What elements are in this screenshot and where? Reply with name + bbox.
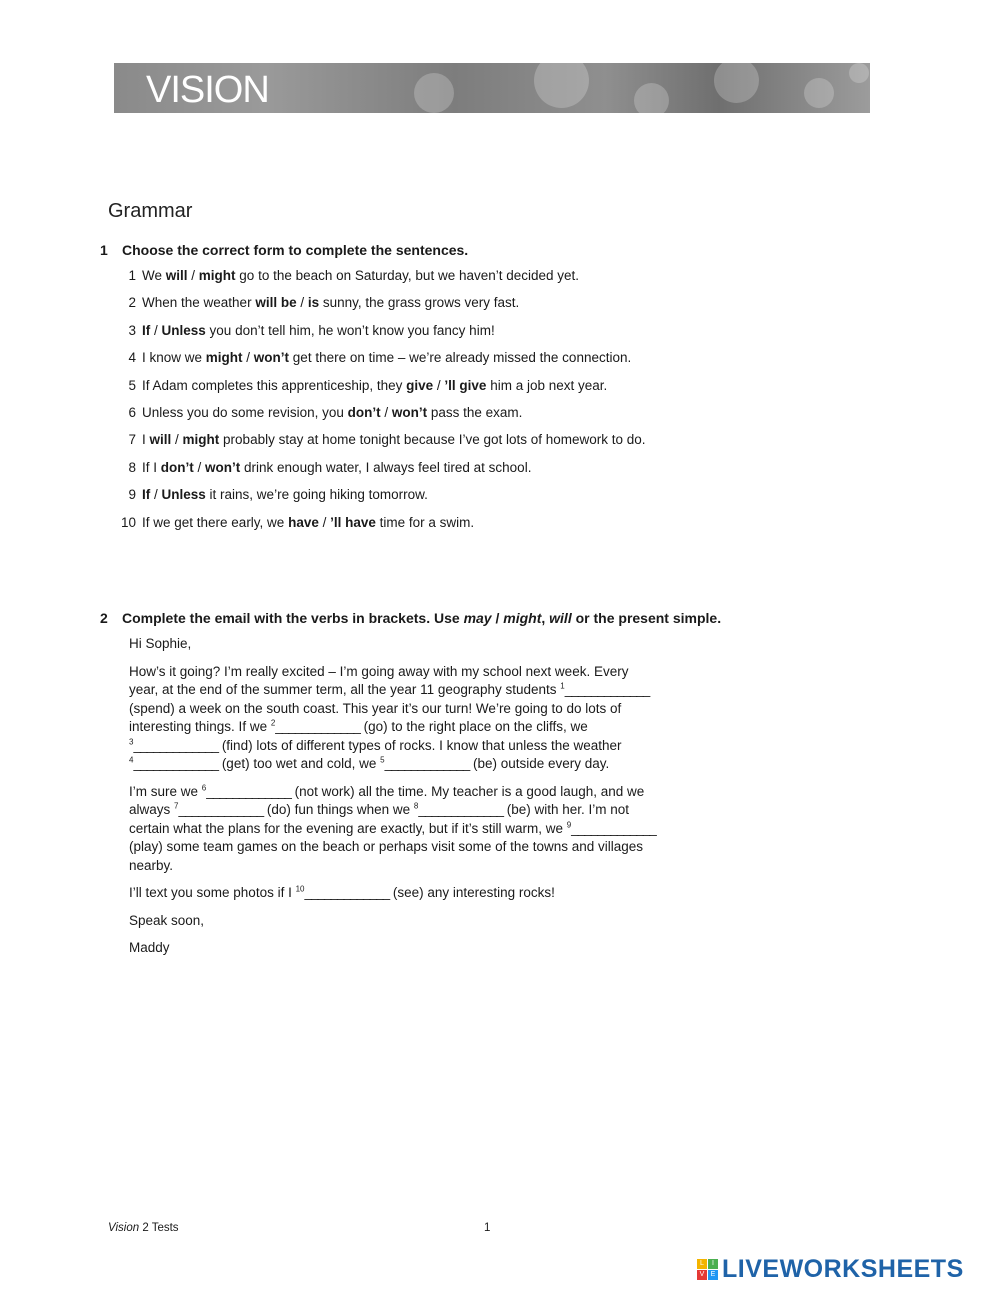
gap-3[interactable]: _____________ bbox=[133, 737, 219, 753]
question-text: you don’t tell him, he won’t know you fancy him! bbox=[205, 322, 495, 338]
exercise-2-instruction: 2 Complete the email with the verbs in brackets. Use may / might, will or the present simple. bbox=[100, 610, 722, 626]
question-2 bbox=[110, 295, 519, 310]
email-signature: Maddy bbox=[129, 940, 170, 955]
email-closing: Speak soon, bbox=[129, 912, 205, 928]
option-separator: / bbox=[433, 377, 445, 393]
option-a[interactable]: don’t bbox=[160, 459, 194, 475]
question-number: 10 bbox=[120, 514, 136, 530]
question-text: I know we bbox=[142, 350, 206, 366]
option-a[interactable]: will be bbox=[255, 295, 297, 311]
question-number: 1 bbox=[128, 268, 136, 283]
option-b[interactable]: might bbox=[198, 268, 236, 283]
section-heading: Grammar bbox=[108, 200, 193, 222]
question-text: If we get there early, we bbox=[142, 514, 289, 530]
footer-book-title: Vision 2 Tests bbox=[108, 1222, 179, 1234]
vision-header-banner bbox=[114, 63, 870, 113]
question-text: If Adam completes this apprenticeship, they bbox=[142, 377, 407, 393]
option-separator: / bbox=[242, 350, 254, 366]
option-b[interactable]: Unless bbox=[161, 322, 206, 338]
option-separator: / bbox=[171, 432, 183, 448]
liveworksheets-logo bbox=[697, 1255, 964, 1284]
question-text: go to the beach on Saturday, but we haven’t decided yet. bbox=[235, 268, 580, 283]
gap-8[interactable]: _____________ bbox=[418, 802, 503, 817]
option-separator: / bbox=[318, 514, 331, 530]
option-a[interactable]: will bbox=[165, 268, 188, 283]
gap-9[interactable]: _____________ bbox=[571, 820, 656, 836]
option-separator: / bbox=[380, 405, 392, 420]
question-3 bbox=[110, 323, 495, 338]
exercise-1-instruction: 1 Choose the correct form to complete the sentences. bbox=[100, 242, 469, 258]
option-b[interactable]: is bbox=[307, 295, 320, 311]
option-separator: / bbox=[150, 322, 162, 338]
question-7 bbox=[110, 432, 646, 447]
question-number: 7 bbox=[128, 432, 136, 448]
question-text: drink enough water, I always feel tired at school. bbox=[240, 459, 532, 475]
question-text: him a job next year. bbox=[486, 377, 608, 393]
question-text: get there on time – we’re already missed the connection. bbox=[289, 350, 632, 366]
question-8 bbox=[110, 460, 531, 475]
question-10 bbox=[110, 515, 474, 530]
option-b[interactable]: won’t bbox=[253, 350, 290, 366]
question-number: 4 bbox=[128, 350, 136, 366]
question-text: If I bbox=[142, 459, 161, 475]
option-a[interactable]: If bbox=[142, 322, 151, 338]
brand-block: E bbox=[708, 1270, 718, 1280]
option-a[interactable]: give bbox=[406, 377, 434, 393]
question-5 bbox=[110, 378, 607, 393]
option-b[interactable]: ’ll give bbox=[444, 377, 487, 393]
email-greeting: Hi Sophie, bbox=[129, 636, 192, 651]
question-text: pass the exam. bbox=[427, 405, 523, 420]
footer-page-number: 1 bbox=[484, 1222, 491, 1234]
exercise-2-number: 2 bbox=[100, 610, 108, 626]
gap-4[interactable]: _____________ bbox=[133, 756, 219, 771]
question-number: 6 bbox=[128, 405, 136, 420]
liveworksheets-wordmark: LIVEWORKSHEETS bbox=[722, 1255, 964, 1283]
email-paragraph-3: I’ll text you some photos if I $^{10}$_____________ (see) any interesting rocks! bbox=[129, 884, 555, 900]
email-paragraph-1: How’s it going? I’m really excited – I’m going away with my school next week. Every year, at the end of the summer term, all the year 11 geography students $^1$_____________ (spend) a week on the south coast. This year it’s our turn! We’re going to do lots of interesting things. If we $^2$_____________ (go) to the right place on the cliffs, we $^3$_____________ (find) lots of different types of rocks. I know that unless the weather $^4$_____________ (get) too wet and cold, we $^5$_____________ (be) outside every day. bbox=[129, 663, 650, 771]
gap-7[interactable]: _____________ bbox=[178, 802, 264, 817]
option-a[interactable]: will bbox=[149, 432, 172, 448]
question-text: We bbox=[142, 268, 166, 283]
option-separator: / bbox=[150, 487, 162, 503]
question-number: 9 bbox=[128, 487, 136, 503]
question-text: probably stay at home tonight because I’ve got lots of homework to do. bbox=[219, 432, 646, 448]
option-a[interactable]: have bbox=[288, 514, 319, 530]
vision-logo: VISION bbox=[146, 69, 269, 111]
email-text bbox=[129, 635, 659, 967]
exercise-1-number: 1 bbox=[100, 242, 108, 258]
email-paragraph-2: I’m sure we $^6$_____________ (not work) all the time. My teacher is a good laugh, and we always $^7$_____________ (do) fun things when we $^8$_____________ (be) with her. I’m not certain what the plans for the evening are exactly, but if it’s still warm, we $^9$_____________ (play) some team games on the beach or perhaps visit some of the towns and villages nearby. bbox=[129, 783, 656, 873]
question-6 bbox=[110, 405, 522, 420]
question-text: it rains, we’re going hiking tomorrow. bbox=[205, 487, 428, 503]
gap-2[interactable]: _____________ bbox=[275, 719, 360, 734]
option-b[interactable]: might bbox=[182, 432, 220, 448]
gap-10[interactable]: _____________ bbox=[304, 885, 390, 900]
option-b[interactable]: won’t bbox=[205, 459, 241, 475]
option-separator: / bbox=[187, 268, 199, 283]
liveworksheets-blocks-icon bbox=[697, 1259, 718, 1280]
question-9 bbox=[110, 487, 428, 502]
option-b[interactable]: Unless bbox=[161, 487, 206, 503]
option-a[interactable]: If bbox=[142, 487, 151, 503]
brand-block: L bbox=[697, 1259, 707, 1269]
question-number: 8 bbox=[128, 459, 136, 475]
question-text: sunny, the grass grows very fast. bbox=[319, 295, 520, 311]
gap-5[interactable]: _____________ bbox=[384, 756, 470, 771]
question-text: time for a swim. bbox=[375, 514, 475, 530]
question-number: 2 bbox=[128, 295, 136, 311]
option-b[interactable]: ’ll have bbox=[330, 514, 376, 530]
option-separator: / bbox=[193, 459, 206, 475]
question-text: When the weather bbox=[142, 295, 256, 311]
option-a[interactable]: don’t bbox=[347, 405, 381, 420]
brand-block: V bbox=[697, 1270, 707, 1280]
question-number: 3 bbox=[128, 322, 136, 338]
question-text: I bbox=[142, 432, 150, 448]
option-a[interactable]: might bbox=[205, 350, 243, 366]
question-1 bbox=[110, 268, 579, 283]
option-b[interactable]: won’t bbox=[391, 405, 428, 420]
option-separator: / bbox=[296, 295, 308, 311]
question-text: Unless you do some revision, you bbox=[142, 405, 348, 420]
gap-1[interactable]: _____________ bbox=[564, 682, 650, 697]
brand-block: I bbox=[708, 1259, 718, 1269]
question-number: 5 bbox=[128, 377, 136, 393]
question-4 bbox=[110, 350, 631, 365]
gap-6[interactable]: _____________ bbox=[206, 783, 291, 799]
